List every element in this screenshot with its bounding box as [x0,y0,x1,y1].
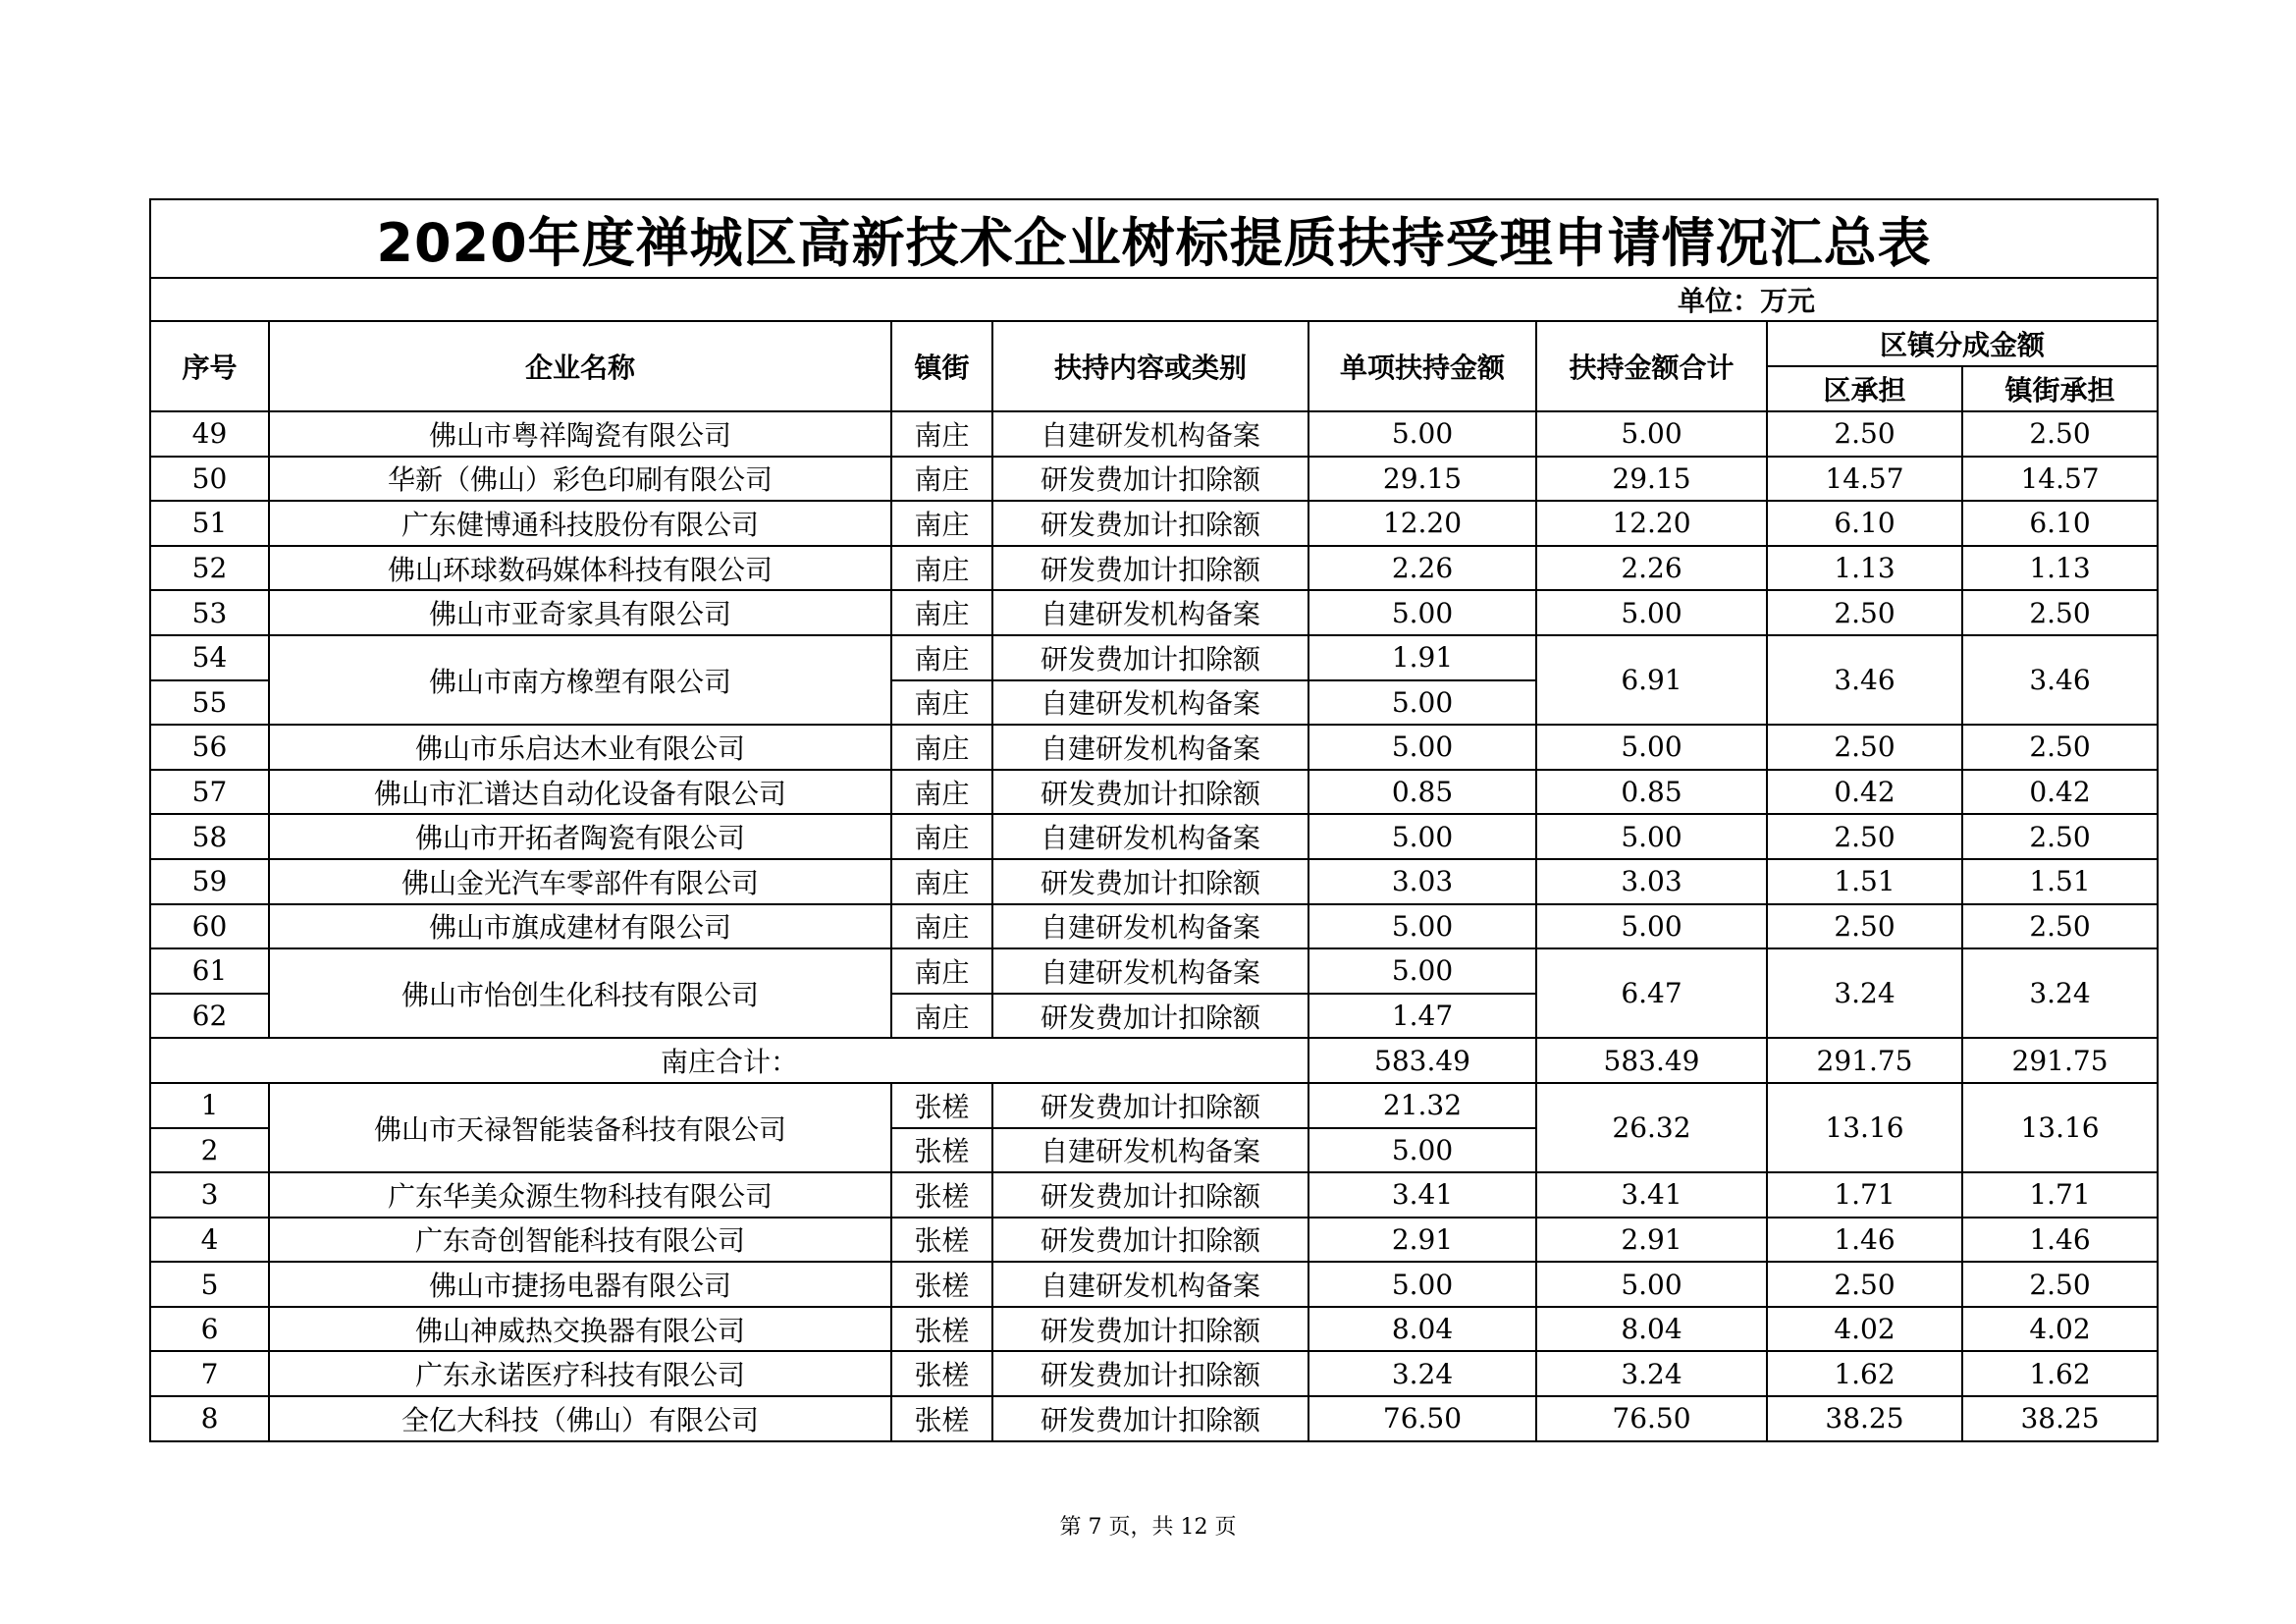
seq-cell: 55 [150,680,269,726]
district-share-cell: 1.13 [1767,546,1962,591]
header-district-share: 区承担 [1767,366,1962,411]
support-type-cell: 研发费加计扣除额 [992,994,1308,1039]
item-amount-cell: 2.91 [1308,1218,1536,1263]
town-cell: 南庄 [891,814,992,859]
seq-cell: 6 [150,1307,269,1352]
town-share-cell: 2.50 [1962,590,2158,635]
district-share-cell: 13.16 [1767,1083,1962,1172]
total-amount-cell: 3.03 [1536,859,1767,904]
town-cell: 南庄 [891,501,992,546]
company-name-cell: 佛山市粤祥陶瓷有限公司 [269,411,891,457]
company-name-cell: 华新（佛山）彩色印刷有限公司 [269,457,891,502]
support-type-cell: 研发费加计扣除额 [992,770,1308,815]
header-item-amount: 单项扶持金额 [1308,321,1536,411]
town-share-cell: 38.25 [1962,1396,2158,1441]
town-share-cell: 1.13 [1962,546,2158,591]
total-amount-cell: 12.20 [1536,501,1767,546]
town-cell: 张槎 [891,1396,992,1441]
item-amount-cell: 3.03 [1308,859,1536,904]
district-share-cell: 2.50 [1767,904,1962,949]
total-amount-cell: 6.47 [1536,948,1767,1038]
seq-cell: 56 [150,725,269,770]
company-name-cell: 佛山市捷扬电器有限公司 [269,1262,891,1307]
district-share-cell: 2.50 [1767,590,1962,635]
district-share-cell: 14.57 [1767,457,1962,502]
table-row [150,546,2158,591]
support-type-cell: 自建研发机构备案 [992,904,1308,949]
town-cell: 南庄 [891,680,992,726]
item-amount-cell: 3.41 [1308,1172,1536,1218]
town-cell: 南庄 [891,770,992,815]
support-type-cell: 研发费加计扣除额 [992,1218,1308,1263]
seq-cell: 61 [150,948,269,994]
table-row [150,1307,2158,1352]
item-amount-cell: 29.15 [1308,457,1536,502]
total-amount-cell: 5.00 [1536,904,1767,949]
seq-cell: 2 [150,1128,269,1173]
town-share-cell: 0.42 [1962,770,2158,815]
support-type-cell: 研发费加计扣除额 [992,1351,1308,1396]
company-name-cell: 广东健博通科技股份有限公司 [269,501,891,546]
subtotal-item-amount: 583.49 [1308,1038,1536,1083]
item-amount-cell: 5.00 [1308,680,1536,726]
district-share-cell: 3.24 [1767,948,1962,1038]
total-amount-cell: 2.91 [1536,1218,1767,1263]
district-share-cell: 1.51 [1767,859,1962,904]
item-amount-cell: 21.32 [1308,1083,1536,1128]
header-town-share: 镇街承担 [1962,366,2158,411]
town-cell: 南庄 [891,904,992,949]
support-type-cell: 自建研发机构备案 [992,725,1308,770]
district-share-cell: 4.02 [1767,1307,1962,1352]
item-amount-cell: 0.85 [1308,770,1536,815]
table-row [150,904,2158,949]
district-share-cell: 3.46 [1767,635,1962,725]
table-row [150,501,2158,546]
town-cell: 南庄 [891,457,992,502]
support-type-cell: 研发费加计扣除额 [992,1307,1308,1352]
seq-cell: 50 [150,457,269,502]
total-amount-cell: 2.26 [1536,546,1767,591]
total-amount-cell: 26.32 [1536,1083,1767,1172]
town-share-cell: 13.16 [1962,1083,2158,1172]
town-cell: 南庄 [891,994,992,1039]
total-amount-cell: 6.91 [1536,635,1767,725]
table-row [150,1083,2158,1128]
total-amount-cell: 3.41 [1536,1172,1767,1218]
support-type-cell: 自建研发机构备案 [992,814,1308,859]
page-footer: 第 7 页，共 12 页 [1059,1515,1237,1540]
total-amount-cell: 5.00 [1536,1262,1767,1307]
support-type-cell: 自建研发机构备案 [992,680,1308,726]
seq-cell: 4 [150,1218,269,1263]
support-type-cell: 研发费加计扣除额 [992,501,1308,546]
seq-cell: 1 [150,1083,269,1128]
seq-cell: 62 [150,994,269,1039]
item-amount-cell: 8.04 [1308,1307,1536,1352]
town-cell: 张槎 [891,1307,992,1352]
company-name-cell: 佛山市旗成建材有限公司 [269,904,891,949]
seq-cell: 5 [150,1262,269,1307]
town-cell: 南庄 [891,725,992,770]
support-type-cell: 自建研发机构备案 [992,590,1308,635]
support-type-cell: 研发费加计扣除额 [992,859,1308,904]
header-company: 企业名称 [269,321,891,411]
seq-cell: 8 [150,1396,269,1441]
seq-cell: 53 [150,590,269,635]
town-share-cell: 3.46 [1962,635,2158,725]
company-name-cell: 佛山市乐启达木业有限公司 [269,725,891,770]
company-name-cell: 佛山环球数码媒体科技有限公司 [269,546,891,591]
district-share-cell: 2.50 [1767,725,1962,770]
total-amount-cell: 5.00 [1536,814,1767,859]
table-row [150,635,2158,680]
header-town: 镇街 [891,321,992,411]
town-share-cell: 2.50 [1962,1262,2158,1307]
item-amount-cell: 5.00 [1308,814,1536,859]
table-row [150,590,2158,635]
company-name-cell: 佛山市汇谱达自动化设备有限公司 [269,770,891,815]
seq-cell: 3 [150,1172,269,1218]
unit-label: 单位：万元 [150,278,2158,321]
header-seq: 序号 [150,321,269,411]
item-amount-cell: 5.00 [1308,590,1536,635]
company-name-cell: 佛山市南方橡塑有限公司 [269,635,891,725]
district-share-cell: 1.46 [1767,1218,1962,1263]
town-cell: 南庄 [891,411,992,457]
town-share-cell: 1.71 [1962,1172,2158,1218]
item-amount-cell: 5.00 [1308,904,1536,949]
town-share-cell: 2.50 [1962,814,2158,859]
table-row [150,725,2158,770]
support-type-cell: 研发费加计扣除额 [992,457,1308,502]
company-name-cell: 广东华美众源生物科技有限公司 [269,1172,891,1218]
total-amount-cell: 29.15 [1536,457,1767,502]
seq-cell: 49 [150,411,269,457]
item-amount-cell: 5.00 [1308,1262,1536,1307]
support-type-cell: 研发费加计扣除额 [992,546,1308,591]
header-split-group: 区镇分成金额 [1767,321,2158,366]
support-type-cell: 自建研发机构备案 [992,411,1308,457]
total-amount-cell: 5.00 [1536,590,1767,635]
subtotal-row [150,1038,2158,1083]
company-name-cell: 广东奇创智能科技有限公司 [269,1218,891,1263]
total-amount-cell: 5.00 [1536,725,1767,770]
company-name-cell: 全亿大科技（佛山）有限公司 [269,1396,891,1441]
table-row [150,948,2158,994]
total-amount-cell: 0.85 [1536,770,1767,815]
support-type-cell: 自建研发机构备案 [992,1128,1308,1173]
company-name-cell: 佛山神威热交换器有限公司 [269,1307,891,1352]
item-amount-cell: 12.20 [1308,501,1536,546]
town-share-cell: 6.10 [1962,501,2158,546]
district-share-cell: 0.42 [1767,770,1962,815]
town-share-cell: 2.50 [1962,411,2158,457]
seq-cell: 51 [150,501,269,546]
district-share-cell: 2.50 [1767,814,1962,859]
town-share-cell: 3.24 [1962,948,2158,1038]
table-row [150,1262,2158,1307]
district-share-cell: 2.50 [1767,411,1962,457]
subtotal-label: 南庄合计： [150,1038,1308,1083]
town-cell: 南庄 [891,859,992,904]
town-share-cell: 1.51 [1962,859,2158,904]
header-total-amount: 扶持金额合计 [1536,321,1767,411]
seq-cell: 57 [150,770,269,815]
district-share-cell: 38.25 [1767,1396,1962,1441]
town-cell: 张槎 [891,1172,992,1218]
company-name-cell: 广东永诺医疗科技有限公司 [269,1351,891,1396]
district-share-cell: 1.71 [1767,1172,1962,1218]
table-title: 2020年度禅城区高新技术企业树标提质扶持受理申请情况汇总表 [150,199,2158,278]
district-share-cell: 6.10 [1767,501,1962,546]
table-row [150,1218,2158,1263]
town-cell: 南庄 [891,635,992,680]
town-cell: 南庄 [891,948,992,994]
item-amount-cell: 1.91 [1308,635,1536,680]
town-cell: 张槎 [891,1128,992,1173]
town-cell: 南庄 [891,590,992,635]
item-amount-cell: 3.24 [1308,1351,1536,1396]
seq-cell: 60 [150,904,269,949]
company-name-cell: 佛山市亚奇家具有限公司 [269,590,891,635]
total-amount-cell: 3.24 [1536,1351,1767,1396]
header-support-type: 扶持内容或类别 [992,321,1308,411]
support-type-cell: 研发费加计扣除额 [992,635,1308,680]
table-row [150,411,2158,457]
item-amount-cell: 5.00 [1308,948,1536,994]
table-row [150,1396,2158,1441]
support-type-cell: 研发费加计扣除额 [992,1396,1308,1441]
town-cell: 张槎 [891,1351,992,1396]
seq-cell: 7 [150,1351,269,1396]
item-amount-cell: 2.26 [1308,546,1536,591]
subtotal-total: 583.49 [1536,1038,1767,1083]
seq-cell: 54 [150,635,269,680]
town-share-cell: 4.02 [1962,1307,2158,1352]
subtotal-town-share: 291.75 [1962,1038,2158,1083]
town-share-cell: 1.62 [1962,1351,2158,1396]
item-amount-cell: 5.00 [1308,725,1536,770]
town-cell: 张槎 [891,1218,992,1263]
support-type-cell: 自建研发机构备案 [992,1262,1308,1307]
company-name-cell: 佛山市开拓者陶瓷有限公司 [269,814,891,859]
subtotal-district: 291.75 [1767,1038,1962,1083]
town-cell: 张槎 [891,1262,992,1307]
town-cell: 张槎 [891,1083,992,1128]
company-name-cell: 佛山金光汽车零部件有限公司 [269,859,891,904]
town-share-cell: 14.57 [1962,457,2158,502]
town-cell: 南庄 [891,546,992,591]
table-row [150,1172,2158,1218]
company-name-cell: 佛山市天禄智能装备科技有限公司 [269,1083,891,1172]
seq-cell: 52 [150,546,269,591]
town-share-cell: 2.50 [1962,904,2158,949]
town-share-cell: 2.50 [1962,725,2158,770]
table-row [150,770,2158,815]
table-row [150,1351,2158,1396]
total-amount-cell: 5.00 [1536,411,1767,457]
district-share-cell: 2.50 [1767,1262,1962,1307]
table-row [150,457,2158,502]
summary-table [149,198,2159,1442]
company-name-cell: 佛山市怡创生化科技有限公司 [269,948,891,1038]
table-row [150,814,2158,859]
total-amount-cell: 76.50 [1536,1396,1767,1441]
support-type-cell: 研发费加计扣除额 [992,1172,1308,1218]
town-share-cell: 1.46 [1962,1218,2158,1263]
item-amount-cell: 5.00 [1308,1128,1536,1173]
total-amount-cell: 8.04 [1536,1307,1767,1352]
district-share-cell: 1.62 [1767,1351,1962,1396]
item-amount-cell: 76.50 [1308,1396,1536,1441]
support-type-cell: 研发费加计扣除额 [992,1083,1308,1128]
support-type-cell: 自建研发机构备案 [992,948,1308,994]
item-amount-cell: 1.47 [1308,994,1536,1039]
seq-cell: 58 [150,814,269,859]
seq-cell: 59 [150,859,269,904]
item-amount-cell: 5.00 [1308,411,1536,457]
table-row [150,859,2158,904]
